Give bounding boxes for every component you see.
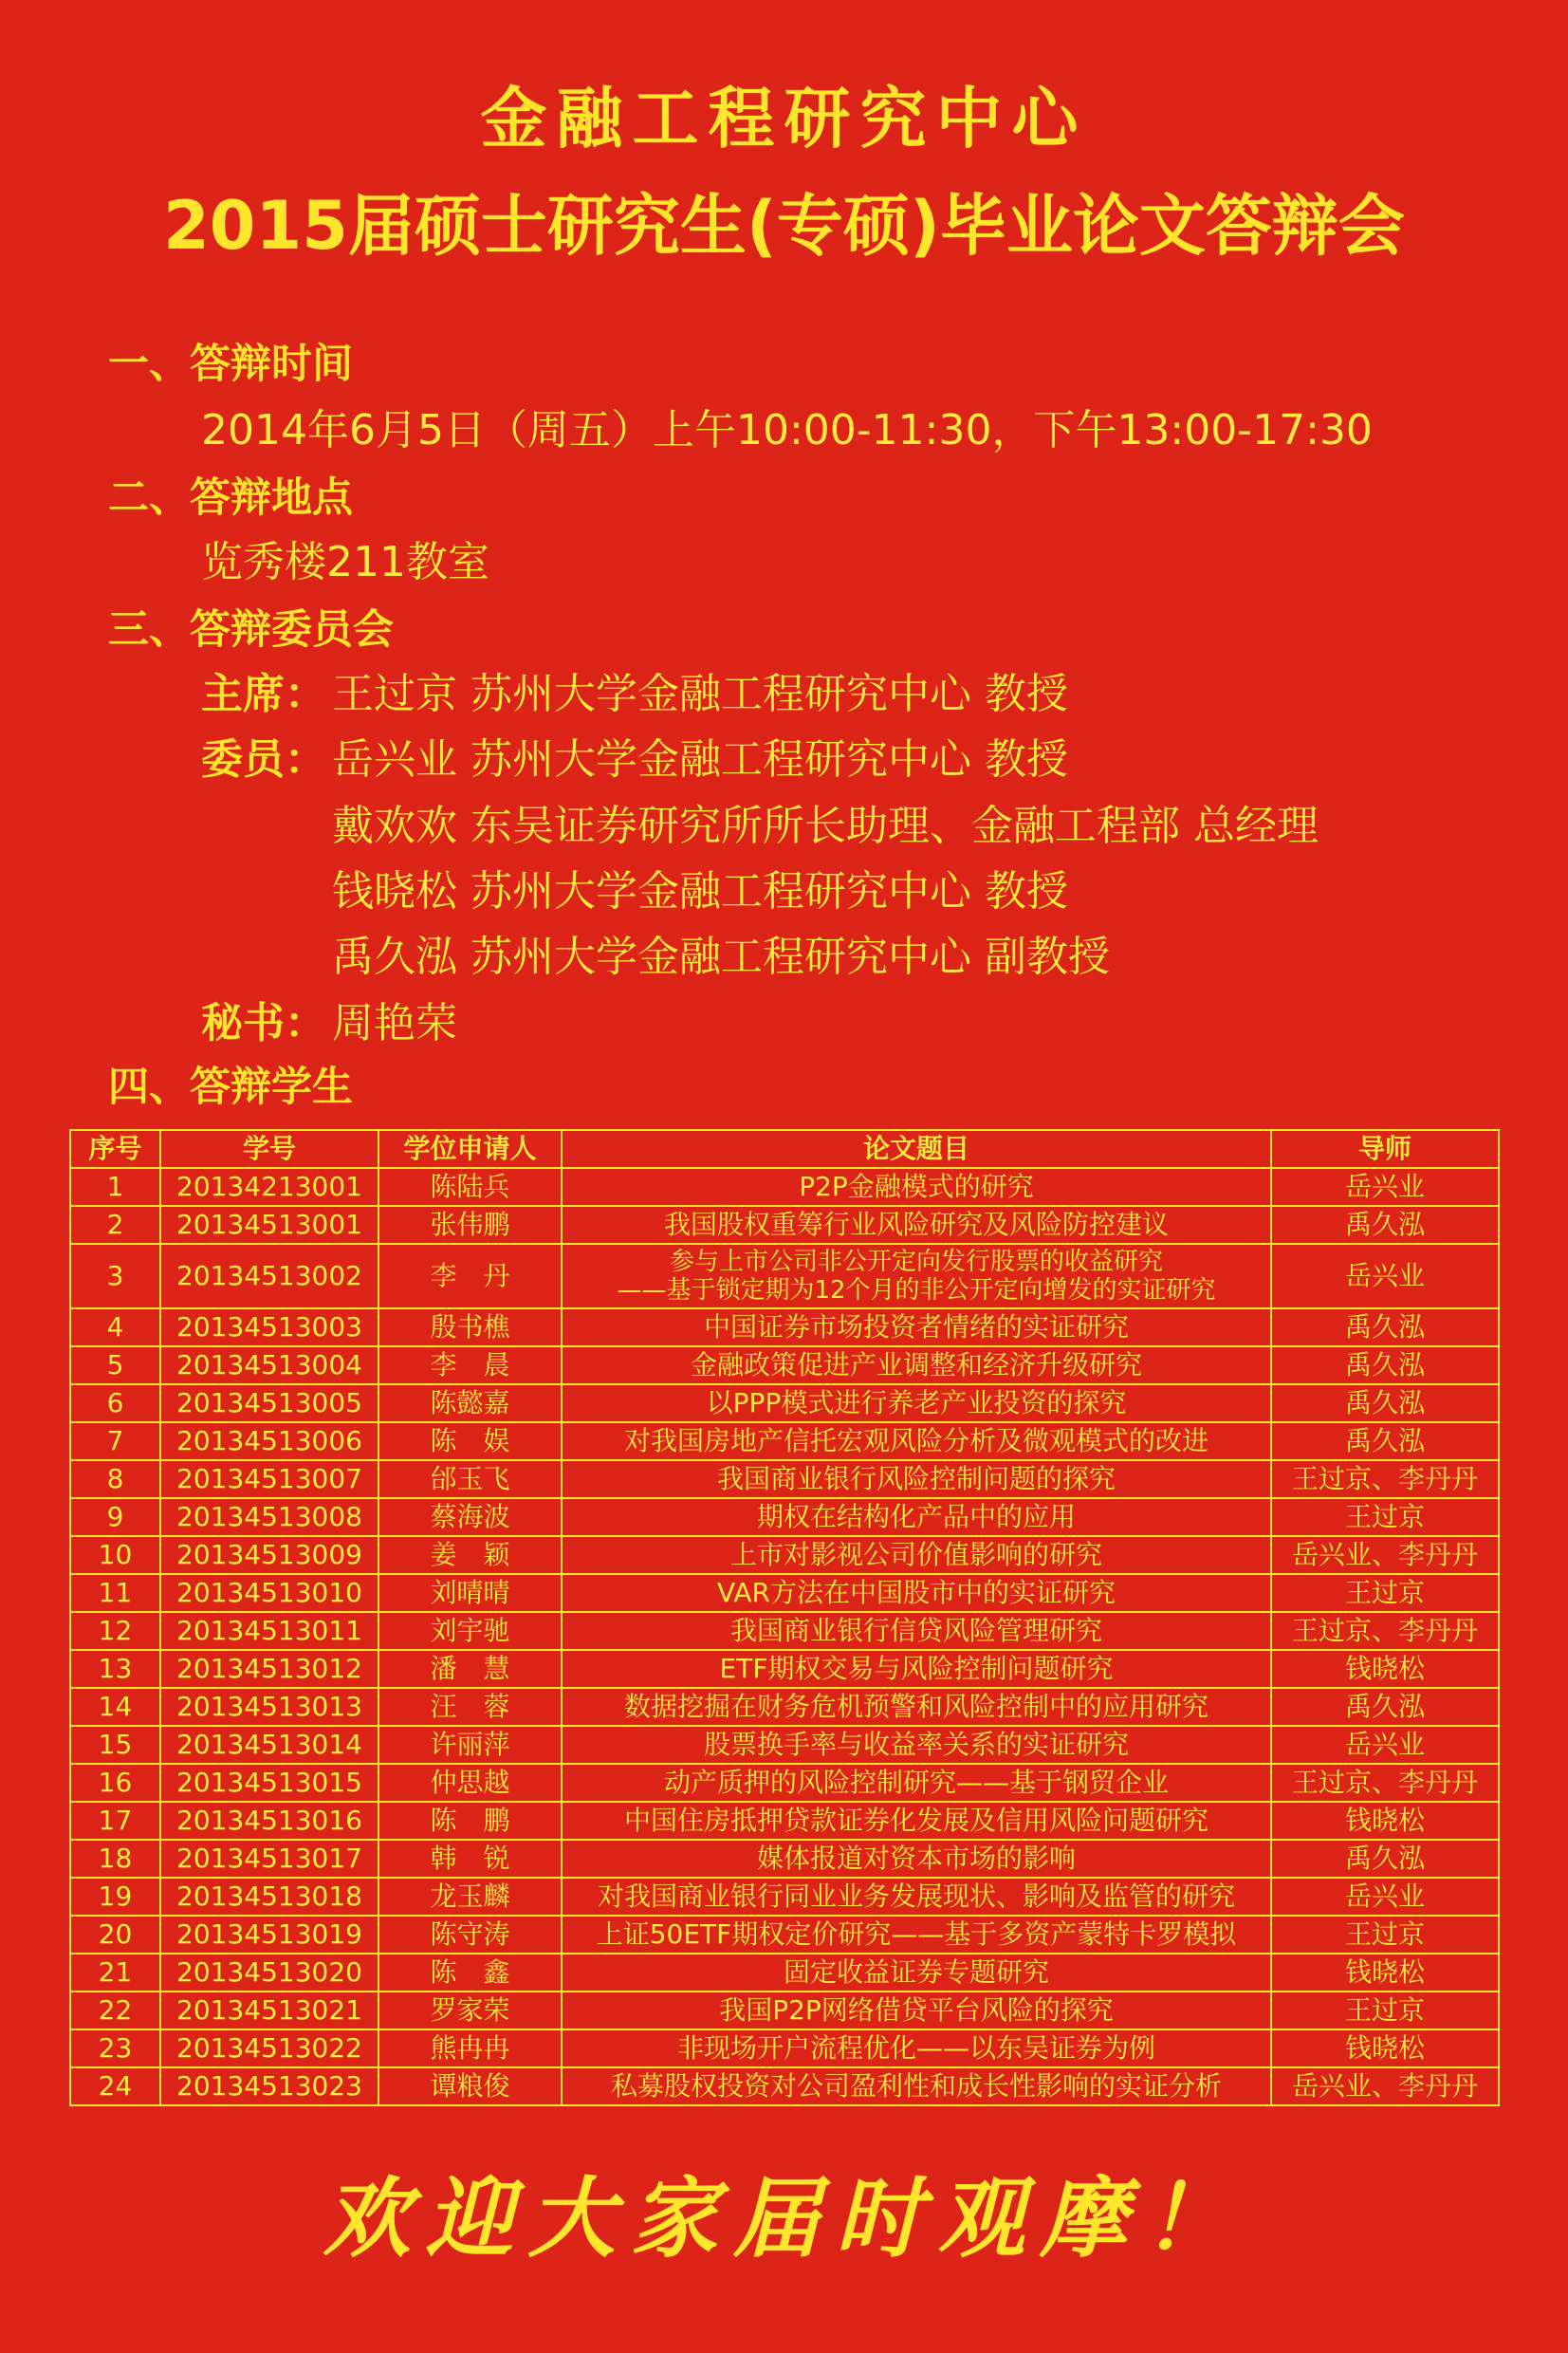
table-row	[70, 1384, 1499, 1422]
column-header-applicant: 学位申请人	[378, 1130, 562, 1168]
cell-applicant-name: 陈 娱	[378, 1422, 562, 1460]
column-header-advisor: 导师	[1271, 1130, 1499, 1168]
cell-thesis-title: 期权在结构化产品中的应用	[562, 1498, 1271, 1536]
cell-applicant-name: 谭粮俊	[378, 2067, 562, 2105]
cell-advisor: 钱晓松	[1271, 1650, 1499, 1688]
table-row	[70, 1308, 1499, 1346]
cell-applicant-name: 仲思越	[378, 1764, 562, 1802]
table-row	[70, 1992, 1499, 2029]
cell-advisor: 岳兴业	[1271, 1168, 1499, 1206]
cell-number: 15	[70, 1726, 160, 1764]
section-heading-students: 四、答辩学生	[108, 1064, 353, 1111]
cell-applicant-name: 蔡海波	[378, 1498, 562, 1536]
cell-applicant-name: 邰玉飞	[378, 1460, 562, 1498]
cell-thesis-title: 以PPP模式进行养老产业投资的探究	[562, 1384, 1271, 1422]
committee-member: 岳兴业 苏州大学金融工程研究中心 教授	[332, 735, 1068, 784]
cell-applicant-name: 陈陆兵	[378, 1168, 562, 1206]
cell-student-id: 20134513005	[160, 1384, 378, 1422]
cell-student-id: 20134513001	[160, 1206, 378, 1244]
cell-advisor: 王过京、李丹丹	[1271, 1764, 1499, 1802]
cell-student-id: 20134513019	[160, 1916, 378, 1954]
defense-time-text: 2014年6月5日（周五）上午10:00-11:30，下午13:00-17:30	[201, 406, 1373, 454]
cell-advisor: 禹久泓	[1271, 1346, 1499, 1384]
cell-advisor: 岳兴业、李丹丹	[1271, 1536, 1499, 1574]
table-row	[70, 1498, 1499, 1536]
cell-thesis-title: VAR方法在中国股市中的实证研究	[562, 1574, 1271, 1612]
secretary-entry: 周艳荣	[332, 999, 457, 1047]
cell-student-id: 20134513003	[160, 1308, 378, 1346]
table-row	[70, 1688, 1499, 1726]
cell-advisor: 禹久泓	[1271, 1422, 1499, 1460]
cell-student-id: 20134513023	[160, 2067, 378, 2105]
cell-thesis-title: 我国P2P网络借贷平台风险的探究	[562, 1992, 1271, 2029]
table-row	[70, 1650, 1499, 1688]
cell-student-id: 20134513008	[160, 1498, 378, 1536]
cell-student-id: 20134513010	[160, 1574, 378, 1612]
cell-applicant-name: 李 晨	[378, 1346, 562, 1384]
column-header-thesis-title: 论文题目	[562, 1130, 1271, 1168]
page-title-center: 金融工程研究中心	[480, 80, 1088, 157]
cell-advisor: 禹久泓	[1271, 1206, 1499, 1244]
table-row	[70, 1244, 1499, 1308]
cell-number: 4	[70, 1308, 160, 1346]
cell-applicant-name: 潘 慧	[378, 1650, 562, 1688]
members-label: 委员：	[201, 735, 326, 784]
table-row	[70, 2029, 1499, 2067]
table-row	[70, 1574, 1499, 1612]
table-row	[70, 1206, 1499, 1244]
cell-applicant-name: 许丽萍	[378, 1726, 562, 1764]
cell-number: 24	[70, 2067, 160, 2105]
cell-applicant-name: 刘晴晴	[378, 1574, 562, 1612]
section-heading-committee: 三、答辩委员会	[108, 606, 394, 654]
cell-student-id: 20134213001	[160, 1168, 378, 1206]
cell-student-id: 20134513006	[160, 1422, 378, 1460]
cell-student-id: 20134513004	[160, 1346, 378, 1384]
cell-number: 8	[70, 1460, 160, 1498]
cell-applicant-name: 殷书樵	[378, 1308, 562, 1346]
cell-advisor: 王过京	[1271, 1498, 1499, 1536]
cell-student-id: 20134513012	[160, 1650, 378, 1688]
cell-applicant-name: 陈 鑫	[378, 1954, 562, 1992]
cell-thesis-title: 中国住房抵押贷款证券化发展及信用风险问题研究	[562, 1802, 1271, 1840]
cell-thesis-title: 金融政策促进产业调整和经济升级研究	[562, 1346, 1271, 1384]
chair-label: 主席：	[201, 670, 326, 718]
cell-advisor: 岳兴业	[1271, 1726, 1499, 1764]
cell-advisor: 禹久泓	[1271, 1840, 1499, 1878]
table-row	[70, 1346, 1499, 1384]
cell-thesis-title: 固定收益证券专题研究	[562, 1954, 1271, 1992]
thesis-title-main: 参与上市公司非公开定向发行股票的收益研究	[669, 1248, 1163, 1276]
cell-advisor: 王过京、李丹丹	[1271, 1460, 1499, 1498]
cell-number: 3	[70, 1244, 160, 1308]
cell-number: 23	[70, 2029, 160, 2067]
table-row	[70, 1764, 1499, 1802]
cell-student-id: 20134513007	[160, 1460, 378, 1498]
table-header-row	[70, 1130, 1499, 1168]
cell-student-id: 20134513014	[160, 1726, 378, 1764]
table-row	[70, 1916, 1499, 1954]
students-table	[69, 1129, 1500, 2106]
cell-student-id: 20134513017	[160, 1840, 378, 1878]
cell-advisor: 禹久泓	[1271, 1688, 1499, 1726]
cell-number: 21	[70, 1954, 160, 1992]
cell-number: 9	[70, 1498, 160, 1536]
cell-thesis-title: 中国证券市场投资者情绪的实证研究	[562, 1308, 1271, 1346]
cell-number: 14	[70, 1688, 160, 1726]
cell-student-id: 20134513009	[160, 1536, 378, 1574]
cell-applicant-name: 陈 鹏	[378, 1802, 562, 1840]
cell-advisor: 岳兴业、李丹丹	[1271, 2067, 1499, 2105]
cell-thesis-title: 上证50ETF期权定价研究——基于多资产蒙特卡罗模拟	[562, 1916, 1271, 1954]
cell-thesis-title: 非现场开户流程优化——以东吴证券为例	[562, 2029, 1271, 2067]
cell-number: 16	[70, 1764, 160, 1802]
cell-thesis-title: 动产质押的风险控制研究——基于钢贸企业	[562, 1764, 1271, 1802]
table-row	[70, 1612, 1499, 1650]
cell-thesis-title: 对我国商业银行同业业务发展现状、影响及监管的研究	[562, 1878, 1271, 1916]
defense-location-text: 览秀楼211教室	[201, 538, 489, 586]
column-header-id: 学号	[160, 1130, 378, 1168]
cell-applicant-name: 李 丹	[378, 1244, 562, 1308]
cell-advisor: 钱晓松	[1271, 1954, 1499, 1992]
cell-thesis-title: 我国商业银行风险控制问题的探究	[562, 1460, 1271, 1498]
cell-number: 17	[70, 1802, 160, 1840]
cell-student-id: 20134513016	[160, 1802, 378, 1840]
cell-thesis-title: 对我国房地产信托宏观风险分析及微观模式的改进	[562, 1422, 1271, 1460]
cell-advisor: 钱晓松	[1271, 2029, 1499, 2067]
cell-applicant-name: 姜 颖	[378, 1536, 562, 1574]
cell-advisor: 禹久泓	[1271, 1384, 1499, 1422]
cell-applicant-name: 汪 蓉	[378, 1688, 562, 1726]
cell-thesis-title: 数据挖掘在财务危机预警和风险控制中的应用研究	[562, 1688, 1271, 1726]
cell-thesis-title	[562, 1244, 1271, 1308]
thesis-title-subtitle: ——基于锁定期为12个月的非公开定向增发的实证研究	[617, 1276, 1216, 1305]
cell-number: 11	[70, 1574, 160, 1612]
cell-number: 10	[70, 1536, 160, 1574]
table-row	[70, 1460, 1499, 1498]
table-row	[70, 1954, 1499, 1992]
cell-student-id: 20134513022	[160, 2029, 378, 2067]
cell-number: 7	[70, 1422, 160, 1460]
cell-applicant-name: 张伟鹏	[378, 1206, 562, 1244]
committee-member: 钱晓松 苏州大学金融工程研究中心 教授	[332, 867, 1068, 916]
cell-thesis-title: 股票换手率与收益率关系的实证研究	[562, 1726, 1271, 1764]
column-header-no: 序号	[70, 1130, 160, 1168]
cell-number: 2	[70, 1206, 160, 1244]
cell-advisor: 禹久泓	[1271, 1308, 1499, 1346]
cell-thesis-title: 私募股权投资对公司盈利性和成长性影响的实证分析	[562, 2067, 1271, 2105]
cell-applicant-name: 陈守涛	[378, 1916, 562, 1954]
cell-thesis-title: ETF期权交易与风险控制问题研究	[562, 1650, 1271, 1688]
cell-number: 5	[70, 1346, 160, 1384]
cell-advisor: 王过京、李丹丹	[1271, 1612, 1499, 1650]
cell-applicant-name: 熊冉冉	[378, 2029, 562, 2067]
table-row	[70, 2067, 1499, 2105]
table-row	[70, 1726, 1499, 1764]
cell-advisor: 岳兴业	[1271, 1244, 1499, 1308]
cell-advisor: 王过京	[1271, 1992, 1499, 2029]
cell-number: 20	[70, 1916, 160, 1954]
cell-thesis-title: P2P金融模式的研究	[562, 1168, 1271, 1206]
chair-entry: 王过京 苏州大学金融工程研究中心 教授	[332, 670, 1068, 718]
cell-advisor: 王过京	[1271, 1574, 1499, 1612]
cell-student-id: 20134513013	[160, 1688, 378, 1726]
cell-number: 12	[70, 1612, 160, 1650]
welcome-message: 欢迎大家届时观摩！	[323, 2167, 1245, 2270]
cell-student-id: 20134513011	[160, 1612, 378, 1650]
table-row	[70, 1878, 1499, 1916]
table-row	[70, 1802, 1499, 1840]
cell-advisor: 岳兴业	[1271, 1878, 1499, 1916]
cell-number: 13	[70, 1650, 160, 1688]
cell-number: 18	[70, 1840, 160, 1878]
cell-student-id: 20134513018	[160, 1878, 378, 1916]
cell-number: 6	[70, 1384, 160, 1422]
cell-student-id: 20134513021	[160, 1992, 378, 2029]
cell-student-id: 20134513020	[160, 1954, 378, 1992]
table-row	[70, 1840, 1499, 1878]
section-heading-time: 一、答辩时间	[108, 341, 353, 388]
page-title-event: 2015届硕士研究生(专硕)毕业论文答辩会	[163, 187, 1405, 265]
cell-thesis-title: 我国股权重筹行业风险研究及风险防控建议	[562, 1206, 1271, 1244]
cell-thesis-title: 上市对影视公司价值影响的研究	[562, 1536, 1271, 1574]
cell-applicant-name: 罗家荣	[378, 1992, 562, 2029]
cell-number: 22	[70, 1992, 160, 2029]
cell-advisor: 王过京	[1271, 1916, 1499, 1954]
cell-applicant-name: 刘宇驰	[378, 1612, 562, 1650]
cell-thesis-title: 媒体报道对资本市场的影响	[562, 1840, 1271, 1878]
cell-applicant-name: 韩 锐	[378, 1840, 562, 1878]
secretary-label: 秘书：	[201, 999, 326, 1047]
committee-member: 戴欢欢 东吴证券研究所所长助理、金融工程部 总经理	[332, 802, 1319, 850]
cell-student-id: 20134513002	[160, 1244, 378, 1308]
committee-member: 禹久泓 苏州大学金融工程研究中心 副教授	[332, 933, 1110, 981]
section-heading-location: 二、答辩地点	[108, 474, 353, 522]
cell-applicant-name: 龙玉麟	[378, 1878, 562, 1916]
cell-advisor: 钱晓松	[1271, 1802, 1499, 1840]
cell-applicant-name: 陈懿嘉	[378, 1384, 562, 1422]
cell-number: 1	[70, 1168, 160, 1206]
table-row	[70, 1168, 1499, 1206]
table-row	[70, 1422, 1499, 1460]
cell-number: 19	[70, 1878, 160, 1916]
cell-thesis-title: 我国商业银行信贷风险管理研究	[562, 1612, 1271, 1650]
table-row	[70, 1536, 1499, 1574]
cell-student-id: 20134513015	[160, 1764, 378, 1802]
